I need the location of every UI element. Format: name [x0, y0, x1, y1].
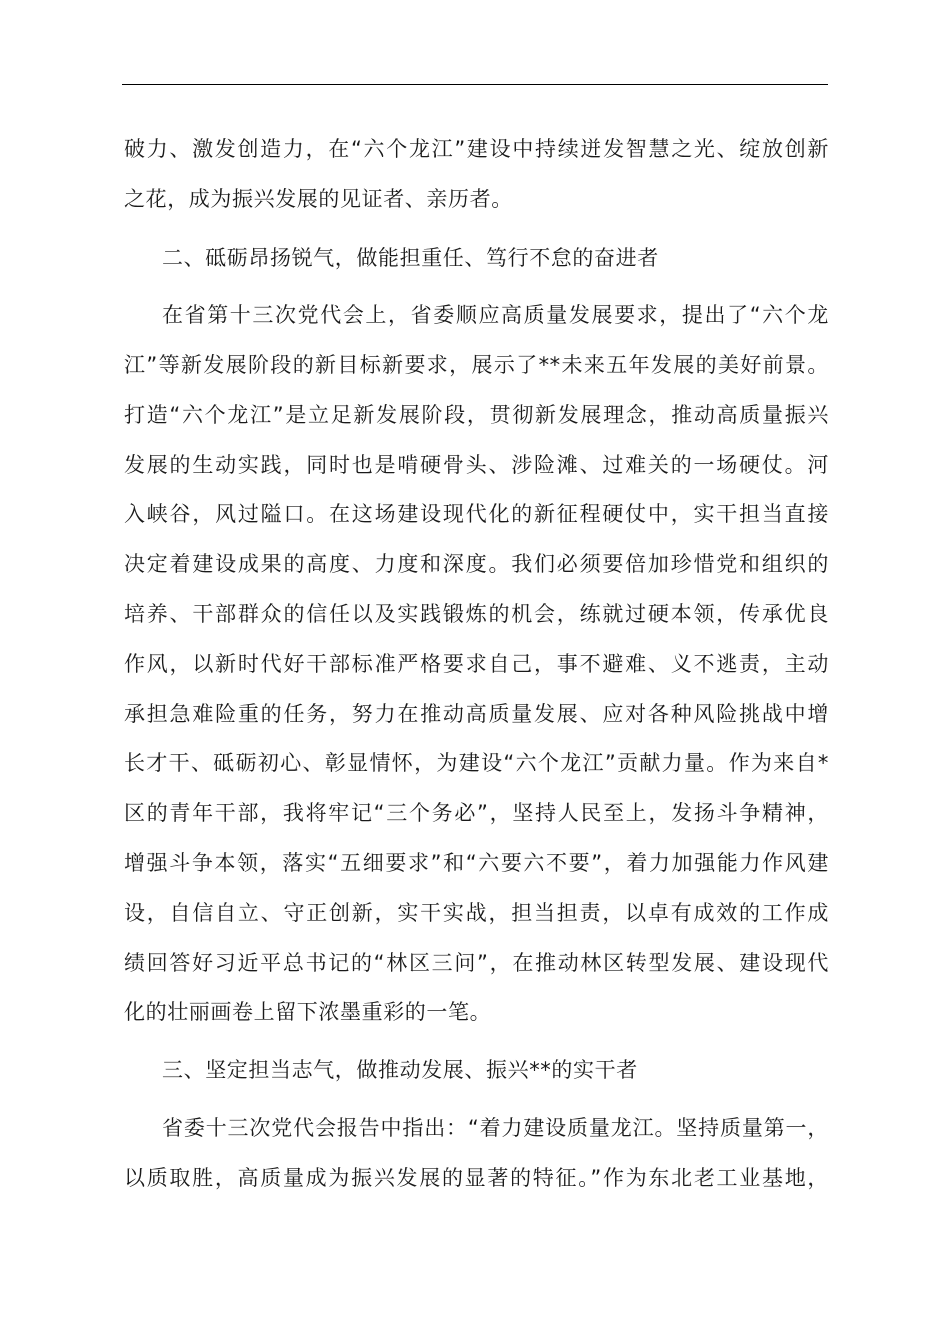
text-line: 发展的生动实践，同时也是啃硬骨头、涉险滩、过难关的一场硬仗。河 — [124, 453, 829, 477]
text-line: 设，自信自立、守正创新，实干实战，担当担责，以卓有成效的工作成 — [124, 901, 829, 925]
text-line: 之花，成为振兴发展的见证者、亲历者。 — [124, 187, 513, 211]
text-line: 入峡谷，风过隘口。在这场建设现代化的新征程硬仗中，实干担当直接 — [124, 502, 829, 526]
text-line: 省委十三次党代会报告中指出：“着力建设质量龙江。坚持质量第一， — [162, 1116, 829, 1140]
text-line: 增强斗争本领，落实“五细要求”和“六要六不要”，着力加强能力作风建 — [124, 851, 829, 875]
text-line: 化的壮丽画卷上留下浓墨重彩的一笔。 — [124, 1000, 492, 1024]
text-line: 破力、激发创造力，在“六个龙江”建设中持续迸发智慧之光、绽放创新 — [124, 137, 829, 161]
text-line: 培养、干部群众的信任以及实践锻炼的机会，练就过硬本领，传承优良 — [124, 602, 829, 626]
text-line: 决定着建设成果的高度、力度和深度。我们必须要倍加珍惜党和组织的 — [124, 552, 829, 576]
section-heading: 二、砥砺昂扬锐气，做能担重任、笃行不怠的奋进者 — [162, 246, 659, 270]
text-line: 区的青年干部，我将牢记“三个务必”，坚持人民至上，发扬斗争精神， — [124, 801, 829, 825]
text-line: 作风，以新时代好干部标准严格要求自己，事不避难、义不逃责，主动 — [124, 652, 829, 676]
text-line: 绩回答好习近平总书记的“林区三问”，在推动林区转型发展、建设现代 — [124, 951, 829, 975]
text-line: 长才干、砥砺初心、彰显情怀，为建设“六个龙江”贡献力量。作为来自* — [124, 751, 829, 775]
text-line: 江”等新发展阶段的新目标新要求，展示了**未来五年发展的美好前景。 — [124, 353, 829, 377]
text-line: 在省第十三次党代会上，省委顺应高质量发展要求，提出了“六个龙 — [162, 303, 829, 327]
header-rule — [122, 84, 828, 85]
text-line: 打造“六个龙江”是立足新发展阶段，贯彻新发展理念，推动高质量振兴 — [124, 403, 829, 427]
text-line: 以质取胜，高质量成为振兴发展的显著的特征。”作为东北老工业基地， — [124, 1166, 829, 1190]
section-heading: 三、坚定担当志气，做推动发展、振兴**的实干者 — [162, 1058, 638, 1082]
text-line: 承担急难险重的任务，努力在推动高质量发展、应对各种风险挑战中增 — [124, 702, 829, 726]
